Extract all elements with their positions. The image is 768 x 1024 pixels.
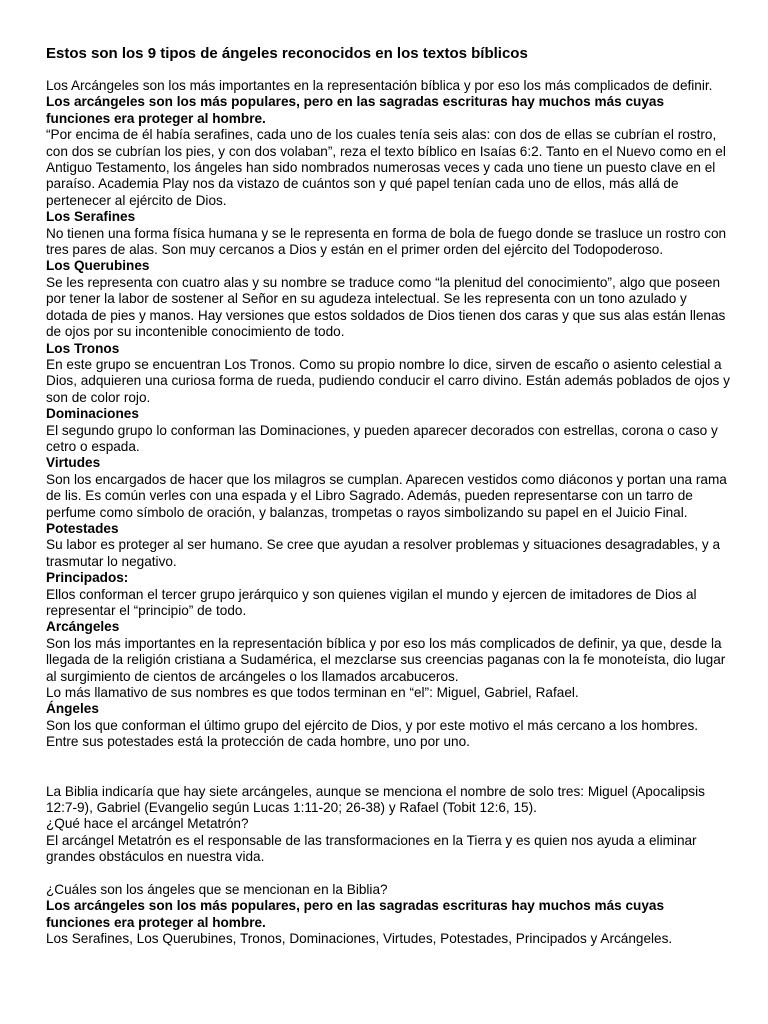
paragraph: Se les representa con cuatro alas y su nombre se traduce como “la plenitud del conocimiento”, algo que poseen por tener la labor de sostener al Señor en su agudeza intelectual. Se les representa con un tono azulado y dotada de pies y manos. Hay versiones que estos soldados de Dios tienen dos caras y que sus alas están llenas de ojos por su incontenible conocimiento de todo. [46,274,726,340]
paragraph: No tienen una forma física humana y se le representa en forma de bola de fuego donde se trasluce un rostro con tres pares de alas. Son muy cercanos a Dios y están en el primer orden del ejército del Todopoderoso. [46,225,727,258]
bold-paragraph: Los arcángeles son los más populares, pero en las sagradas escrituras hay muchos más cuyas funciones era proteger al hombre. [46,94,665,126]
paragraph: Son los más importantes en la representación bíblica y por eso los más complicados de definir, ya que, desde la llegada de la religión cristiana a Sudamérica, el mezclarse sus creencias paganas con la fe monoteísta, dio lugar al surgimiento de cientos de arcángeles o los llamados arcabuceros. [46,635,726,684]
bold-paragraph: Arcángeles [46,619,120,635]
paragraph: Son los que conforman el último grupo del ejército de Dios, y por este motivo el más cercano a los hombres. Entre sus potestades está la protección de cada hombre, uno por uno. [46,717,699,750]
paragraph: Lo más llamativo de sus nombres es que todos terminan en “el”: Miguel, Gabriel, Rafael. [46,685,579,701]
paragraph: En este grupo se encuentran Los Tronos. Como su propio nombre lo dice, sirven de escaño o asiento celestial a Dios, adquieren una curiosa forma de rueda, pudiendo conducir el carro divino. Están además poblados de ojos y son de color rojo. [46,356,730,405]
paragraph: El segundo grupo lo conforman las Dominaciones, y pueden aparecer decorados con estrellas, corona o caso y cetro o espada. [46,422,718,454]
paragraph: Ellos conforman el tercer grupo jerárquico y son quienes vigilan el mundo y ejercen de imitadores de Dios al representar el “principio” de todo. [46,586,697,618]
bold-paragraph: Los Tronos [46,340,120,356]
bold-paragraph: Principados: [46,570,129,586]
bold-paragraph: Los arcángeles son los más populares, pero en las sagradas escrituras hay muchos más cuyas funciones era proteger al hombre. [46,898,665,930]
bold-paragraph: Ángeles [46,701,99,717]
paragraph: Los Serafines, Los Querubines, Tronos, Dominaciones, Virtudes, Potestades, Principados y Arcángeles. [46,931,673,947]
paragraph: Su labor es proteger al ser humano. Se cree que ayudan a resolver problemas y situaciones desagradables, y a trasmutar lo negativo. [46,537,721,569]
bold-paragraph: Los Serafines [46,209,136,225]
paragraph: “Por encima de él había serafines, cada uno de los cuales tenía seis alas: con dos de ellas se cubrían el rostro, con dos se cubrían los pies, y con dos volaban”, reza el texto bíblico en Isaías 6:2. Tanto en el Nuevo como en el Antiguo Testamento, los ángeles han sido nombrados numerosas veces y cada uno tiene un puesto clave en el paraíso. Academia Play nos da vistazo de cuántos son y qué papel tenían cada uno de ellos, más allá de pertenecer al ejército de Dios. [46,127,726,208]
paragraph: ¿Cuáles son los ángeles que se mencionan en la Biblia? [46,882,388,898]
document-title: Estos son los 9 tipos de ángeles reconocidos en los textos bíblicos [46,45,528,62]
spacer [46,866,730,882]
bold-paragraph: Dominaciones [46,406,139,422]
paragraph: El arcángel Metatrón es el responsable de las transformaciones en la Tierra y es quien nos ayuda a eliminar grandes obstáculos en nuestra vida. [46,832,697,865]
paragraph: Los Arcángeles son los más importantes en la representación bíblica y por eso los más complicados de definir. [46,78,713,93]
document-body [46,78,730,948]
document-page [46,44,730,948]
paragraph: ¿Qué hace el arcángel Metatrón? [46,816,249,832]
paragraph: Son los encargados de hacer que los milagros se cumplan. Aparecen vestidos como diáconos y portan una rama de lis. Es común verles con una espada y el Libro Sagrado. Además, pueden representarse con un tarro de perfume como símbolo de oración, y balanzas, trompetas o rayos simbolizando su papel en el Juicio Final. [46,471,727,520]
bold-paragraph: Virtudes [46,455,101,471]
bold-paragraph: Potestades [46,520,119,536]
spacer [46,751,730,784]
bold-paragraph: Los Querubines [46,258,150,274]
paragraph: La Biblia indicaría que hay siete arcángeles, aunque se menciona el nombre de solo tres: Miguel (Apocalipsis 12:7-9), Gabriel (Evangelio según Lucas 1:11-20; 26-38) y Rafael (Tobit 12:6, 15). [46,783,705,816]
